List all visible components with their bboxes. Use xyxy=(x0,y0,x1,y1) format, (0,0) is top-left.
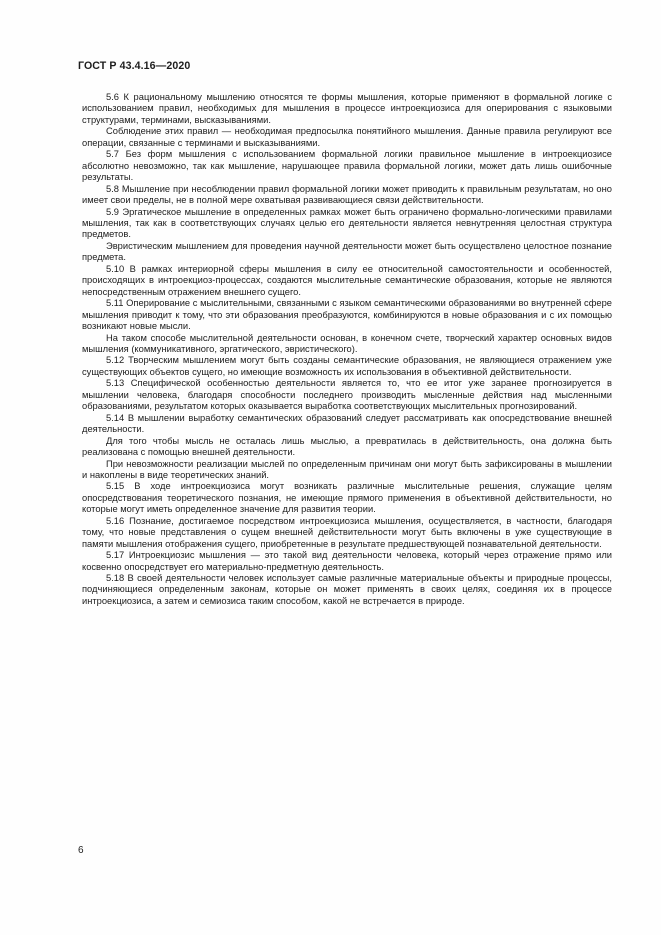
paragraph-5-13: 5.13 Специфической особенностью деятельности является то, что ее итог уже заранее прогнозируется в мышлении человека, благодаря способности последнего производить мысленные действия над мысленными образованиями, результатом которых оказывается выработка соответствующих мыслительных прогнозирований. xyxy=(82,378,612,412)
paragraph-5-15: 5.15 В ходе интроекциозиса могут возникать различные мыслительные решения, служащие целям опосредствования теоретического познания, не имеющие прямого применения в объективной действительности, но которые могут иметь определенное значение для развития теории. xyxy=(82,481,612,515)
paragraph-5-14-continued-2: При невозможности реализации мыслей по определенным причинам они могут быть зафиксированы в мышлении и накоплены в виде теоретических знаний. xyxy=(82,458,612,480)
paragraph-5-18: 5.18 В своей деятельности человек использует самые различные материальные объекты и природные процессы, подчиняющиеся определенным законам, которые он может применять в своих целях, соединяя их в процессе интроекциозиса, а затем и семиозиса таким способом, какой не встречается в природе. xyxy=(82,573,612,606)
document-body xyxy=(82,92,612,607)
paragraph-5-6-continued: Соблюдение этих правил — необходимая предпосылка понятийного мышления. Данные правила регулируют все операции, связанные с терминами и высказываниями. xyxy=(82,126,612,148)
paragraph-5-9-continued: Эвристическим мышлением для проведения научной деятельности может быть осуществлено целостное познание предмета. xyxy=(82,240,612,263)
paragraph-5-12: 5.12 Творческим мышлением могут быть созданы семантические образования, не являющиеся отражением уже существующих объектов сущего, но имеющие возможность их использования в объективной действительности. xyxy=(82,355,612,377)
paragraph-5-10: 5.10 В рамках интериорной сферы мышления в силу ее относительной самостоятельности и особенностей, происходящих в интроекциоз-процессах, создаются мыслительные семантические образования, которые не являются непосредственным отражением внешнего сущего. xyxy=(82,263,612,297)
page-number: 6 xyxy=(78,845,84,856)
standard-designation: ГОСТ Р 43.4.16—2020 xyxy=(78,60,191,72)
paragraph-5-14-continued: Для того чтобы мысль не осталась лишь мыслью, а превратилась в действительность, она должна быть реализована с помощью внешней деятельности. xyxy=(82,435,612,458)
paragraph-5-7: 5.7 Без форм мышления с использованием формальной логики правильное мышление в интроекциозисе абсолютно невозможно, так как мышление, нарушающее правила формальной логики, может дать лишь ошибочные результаты. xyxy=(82,149,612,183)
paragraph-5-11-continued: На таком способе мыслительной деятельности основан, в конечном счете, творческий характер основных видов мышления (коммуникативного, эргатического, эвристического). xyxy=(82,332,612,354)
paragraph-5-14: 5.14 В мышлении выработку семантических образований следует рассматривать как опосредствование внешней деятельности. xyxy=(82,412,612,435)
paragraph-5-16: 5.16 Познание, достигаемое посредством интроекциозиса мышления, осуществляется, в частности, благодаря тому, что новые представления о сущем внешней действительности могут быть включены в уже существующие в памяти мышления отображения сущего, приобретенные в результате предшествующей познавательной деятельности. xyxy=(82,515,612,549)
paragraph-5-6: 5.6 К рациональному мышлению относятся те формы мышления, которые применяют в формальной логике с использованием правил, необходимых для мышления в процессе интроекциозиса для оперирования с языковыми структурами, терминами, высказываниями. xyxy=(82,92,612,125)
paragraph-5-9: 5.9 Эргатическое мышление в определенных рамках может быть ограничено формально-логическими правилами мышления, так как в соответствующих случаях целью его деятельности является невнутренняя целостная структура предметов. xyxy=(82,206,612,240)
paragraph-5-17: 5.17 Интроекциозис мышления — это такой вид деятельности человека, который через отражение прямо или косвенно опосредствует его материально-предметную деятельность. xyxy=(82,550,612,572)
paragraph-5-11: 5.11 Оперирование с мыслительными, связанными с языком семантическими образованиями во внутренней сфере мышления приводит к тому, что эти образования преобразуются, комбинируются в новые образования и с их помощью возникают новые мысли. xyxy=(82,298,612,332)
paragraph-5-8: 5.8 Мышление при несоблюдении правил формальной логики может приводить к правильным результатам, но оно имеет свои пределы, не в полной мере охватывая развивающиеся связи действительности. xyxy=(82,183,612,206)
